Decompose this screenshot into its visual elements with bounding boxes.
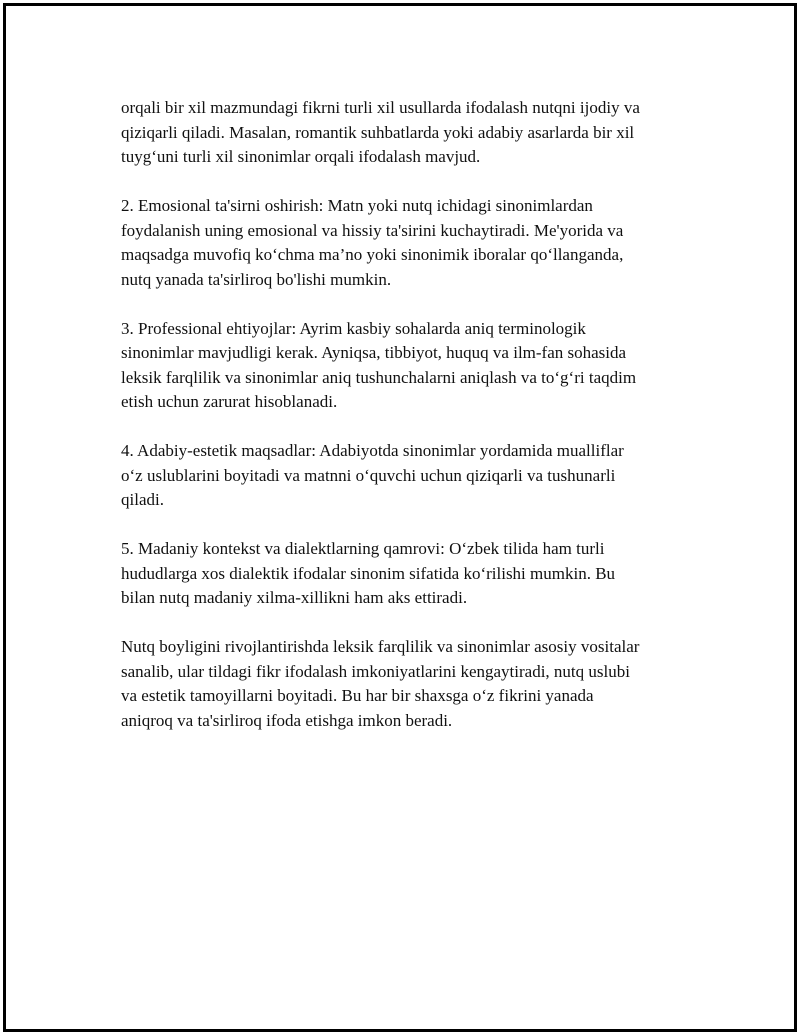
text-line: 4. Adabiy-estetik maqsadlar: Adabiyotda sinonimlar yordamida mualliflar bbox=[121, 441, 624, 460]
text-line: tuyg‘uni turli xil sinonimlar orqali ifodalash mavjud. bbox=[121, 147, 481, 166]
text-line: foydalanish uning emosional va hissiy ta'sirini kuchaytiradi. Me'yorida va bbox=[121, 220, 624, 240]
text-line: qiladi. bbox=[121, 490, 164, 509]
text-line: Nutq boyligini rivojlantirishda leksik farqlilik va sinonimlar asosiy vositalar bbox=[121, 637, 640, 656]
text-line: hududlarga xos dialektik ifodalar sinonim sifatida ko‘rilishi mumkin. Bu bbox=[121, 563, 616, 583]
text-line: sanalib, ular tildagi fikr ifodalash imkoniyatlarini kengaytiradi, nutq uslubi bbox=[121, 661, 630, 681]
text-line: etish uchun zarurat hisoblanadi. bbox=[121, 392, 338, 411]
paragraph-conclusion bbox=[121, 635, 711, 733]
text-line: 3. Professional ehtiyojlar: Ayrim kasbiy sohalarda aniq terminologik bbox=[121, 318, 586, 338]
text-line: orqali bir xil mazmundagi fikrni turli xil usullarda ifodalash nutqni ijodiy va bbox=[121, 98, 640, 117]
text-line: 2. Emosional ta'sirni oshirish: Matn yoki nutq ichidagi sinonimlardan bbox=[121, 196, 593, 215]
text-line: maqsadga muvofiq ko‘chma ma’no yoki sinonimik iboralar qo‘llanganda, bbox=[121, 245, 624, 264]
paragraph-intro-continuation bbox=[121, 96, 711, 170]
text-line: aniqroq va ta'sirliroq ifoda etishga imkon beradi. bbox=[121, 710, 453, 730]
text-line: bilan nutq madaniy xilma-xillikni ham aks ettiradi. bbox=[121, 588, 468, 607]
text-line: o‘z uslublarini boyitadi va matnni o‘quvchi uchun qiziqarli va tushunarli bbox=[121, 465, 616, 485]
document-page bbox=[3, 3, 797, 1032]
text-line: va estetik tamoyillarni boyitadi. Bu har bir shaxsga o‘z fikrini yanada bbox=[121, 686, 594, 705]
text-line: 5. Madaniy kontekst va dialektlarning qamrovi: O‘zbek tilida ham turli bbox=[121, 539, 605, 558]
document-body bbox=[121, 96, 711, 758]
paragraph-point-2-emotional-impact bbox=[121, 194, 711, 292]
paragraph-point-5-cultural-context bbox=[121, 537, 711, 611]
paragraph-point-4-literary-aesthetic bbox=[121, 439, 711, 513]
text-line: sinonimlar mavjudligi kerak. Ayniqsa, tibbiyot, huquq va ilm-fan sohasida bbox=[121, 343, 627, 362]
text-line: qiziqarli qiladi. Masalan, romantik suhbatlarda yoki adabiy asarlarda bir xil bbox=[121, 122, 635, 142]
text-line: nutq yanada ta'sirliroq bo'lishi mumkin. bbox=[121, 269, 392, 289]
paragraph-point-3-professional-needs bbox=[121, 317, 711, 415]
text-line: leksik farqlilik va sinonimlar aniq tushunchalarni aniqlash va to‘g‘ri taqdim bbox=[121, 367, 637, 387]
